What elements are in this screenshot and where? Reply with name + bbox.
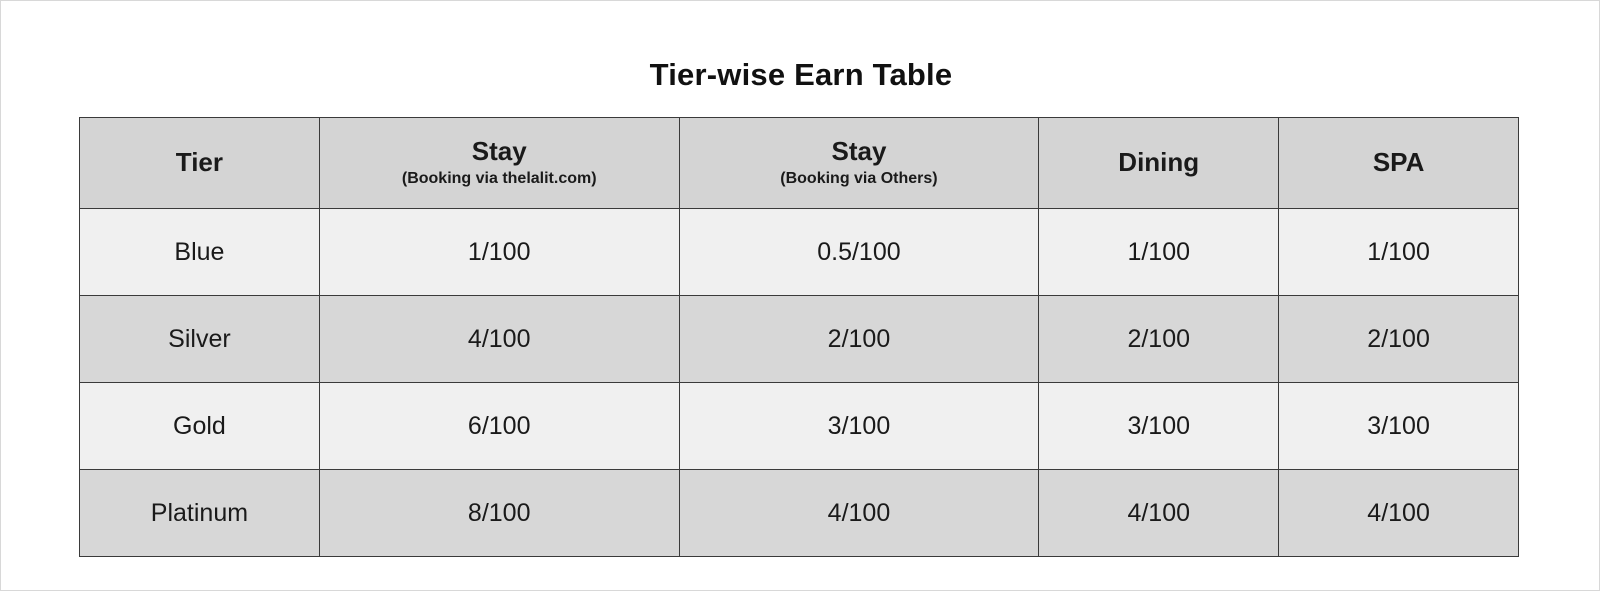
table-header [80, 118, 1519, 209]
column-header-stay-thelalit [319, 118, 679, 209]
cell-tier: Silver [80, 296, 320, 383]
earn-table-container [79, 117, 1519, 557]
table-body [80, 209, 1519, 557]
column-header-dining-label: Dining [1118, 147, 1200, 178]
cell-dining: 4/100 [1039, 470, 1279, 557]
table-row [80, 209, 1519, 296]
cell-dining: 2/100 [1039, 296, 1279, 383]
cell-spa: 3/100 [1279, 383, 1519, 470]
cell-stay-others: 3/100 [679, 383, 1039, 470]
column-header-stay-thelalit-label: Stay [471, 135, 527, 166]
page-title: Tier-wise Earn Table [649, 57, 953, 92]
column-header-stay-others-sublabel: (Booking via Others) [780, 169, 938, 187]
cell-spa: 2/100 [1279, 296, 1519, 383]
cell-stay-thelalit: 6/100 [319, 383, 679, 470]
cell-tier: Gold [80, 383, 320, 470]
column-header-tier [80, 118, 320, 209]
table-header-row [80, 118, 1519, 209]
cell-stay-thelalit: 8/100 [319, 470, 679, 557]
cell-spa: 1/100 [1279, 209, 1519, 296]
cell-stay-thelalit: 1/100 [319, 209, 679, 296]
column-header-tier-label: Tier [175, 147, 224, 178]
cell-stay-others: 2/100 [679, 296, 1039, 383]
table-row [80, 296, 1519, 383]
cell-dining: 1/100 [1039, 209, 1279, 296]
table-row [80, 470, 1519, 557]
column-header-stay-others-label: Stay [831, 135, 887, 166]
cell-tier: Platinum [80, 470, 320, 557]
column-header-stay-thelalit-sublabel: (Booking via thelalit.com) [401, 169, 597, 187]
cell-spa: 4/100 [1279, 470, 1519, 557]
cell-stay-others: 0.5/100 [679, 209, 1039, 296]
column-header-spa-label: SPA [1372, 147, 1425, 178]
cell-stay-others: 4/100 [679, 470, 1039, 557]
column-header-stay-others [679, 118, 1039, 209]
cell-dining: 3/100 [1039, 383, 1279, 470]
table-row [80, 383, 1519, 470]
tier-wise-earn-table [79, 117, 1519, 557]
cell-tier: Blue [80, 209, 320, 296]
column-header-spa [1279, 118, 1519, 209]
column-header-dining [1039, 118, 1279, 209]
cell-stay-thelalit: 4/100 [319, 296, 679, 383]
